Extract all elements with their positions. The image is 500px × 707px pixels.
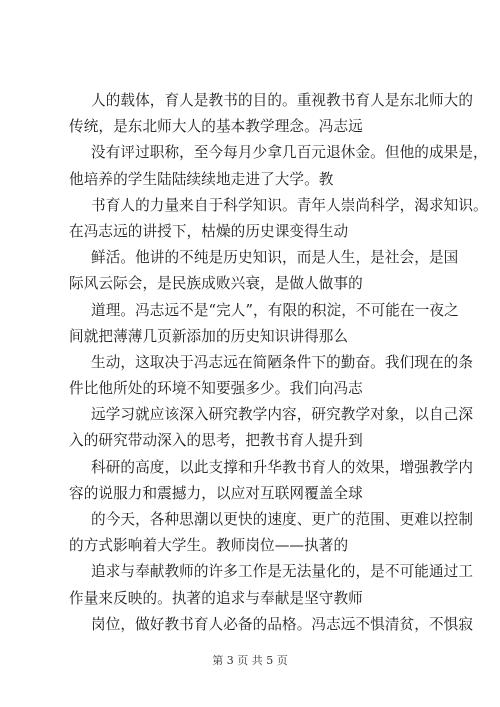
text-line: 的方式影响着大学生。教师岗位——执著的	[69, 537, 349, 555]
page-footer: 第 3 页 共 5 页	[212, 654, 288, 667]
text-line: 入的研究带动深入的思考，把教书育人提升到	[69, 432, 363, 450]
text-line: 容的说服力和震撼力，以应对互联网覆盖全球	[69, 484, 363, 502]
text-line: 生动，这取决于冯志远在简陋条件下的勤奋。我们现在的条	[91, 353, 474, 371]
text-line: 远学习就应该深入研究教学内容，研究教学对象，以自己深	[91, 406, 474, 424]
body-text	[69, 88, 488, 638]
text-line: 他培养的学生陆陆续续地走进了大学。教	[69, 170, 334, 188]
text-line: 鲜活。他讲的不纯是历史知识，而是人生，是社会，是国	[91, 249, 459, 267]
text-line: 科研的高度，以此支撑和升华教书育人的效果，增强教学内	[91, 458, 474, 476]
text-line: 没有评过职称，至今每月少拿几百元退休金。但他的成果是，	[91, 144, 488, 162]
text-line: 传统，是东北师大人的基本教学理念。冯志远	[69, 118, 363, 136]
text-line: 的今天，各种思潮以更快的速度、更广的范围、更难以控制	[91, 511, 474, 528]
text-line: 在冯志远的讲授下，枯燥的历史课变得生动	[69, 222, 349, 240]
text-line: 间就把薄薄几页新添加的历史知识讲得那么	[69, 327, 349, 345]
text-line: 际风云际会，是民族成败兴衰，是做人做事的	[69, 275, 363, 293]
text-line: 人的载体，育人是教书的目的。重视教书育人是东北师大的	[91, 92, 474, 109]
text-line: 作量来反映的。执著的追求与奉献是坚守教师	[69, 589, 363, 607]
text-line: 岗位，做好教书育人必备的品格。冯志远不惧清贫，不惧寂	[91, 615, 474, 633]
text-line: 件比他所处的环境不知要强多少。我们向冯志	[69, 380, 363, 398]
text-line: 书育人的力量来自于科学知识。青年人崇尚科学，渴求知识。	[91, 196, 488, 214]
text-line: 道理。冯志远不是“完人”，有限的积淀，不可能在一夜之	[91, 301, 459, 319]
text-line: 追求与奉献教师的许多工作是无法量化的，是不可能通过工	[91, 563, 474, 581]
